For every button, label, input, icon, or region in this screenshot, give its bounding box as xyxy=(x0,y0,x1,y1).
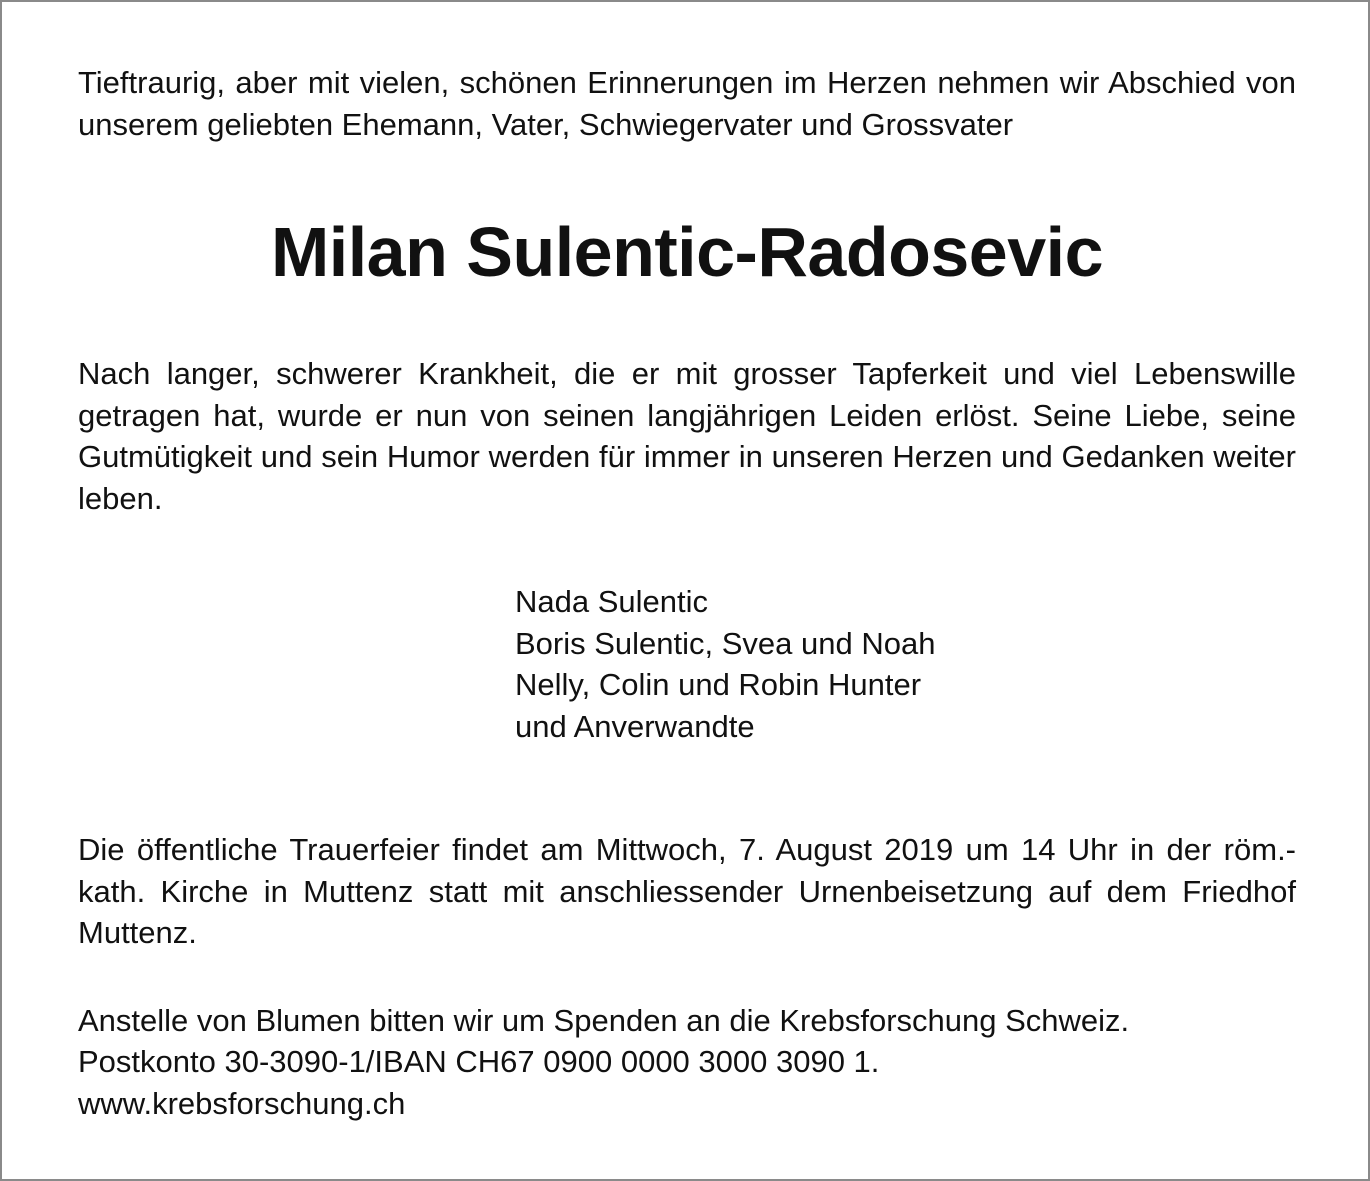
obituary-content xyxy=(78,62,1296,1124)
tribute-text: Nach langer, schwerer Krankheit, die er mit grosser Tapferkeit und viel Lebenswille getragen hat, wurde er nun von seinen langjährigen Leiden erlöst. Seine Liebe, seine Gutmütigkeit und sein Humor werden für immer in unseren Herzen und Gedanken weiter leben. xyxy=(78,356,1296,516)
donation-block xyxy=(78,1000,1296,1125)
intro-text: Tieftraurig, aber mit vielen, schönen Erinnerungen im Herzen nehmen wir Abschied von unserem geliebten Ehemann, Vater, Schwiegervater und Grossvater xyxy=(78,65,1296,142)
deceased-name: Milan Sulentic-Radosevic xyxy=(270,213,1104,291)
donation-account: Postkonto 30-3090-1/IBAN CH67 0900 0000 3000 3090 1. xyxy=(78,1044,880,1079)
signers-list xyxy=(515,581,1296,747)
donation-website-link[interactable]: www.krebsforschung.ch xyxy=(78,1085,406,1121)
signer-item: und Anverwandte xyxy=(515,708,755,744)
signer-item: Boris Sulentic, Svea und Noah xyxy=(515,625,936,661)
signer-item: Nada Sulentic xyxy=(515,584,709,619)
ceremony-text: Die öffentliche Trauerfeier findet am Mittwoch, 7. August 2019 um 14 Uhr in der röm.-kath. Kirche in Muttenz statt mit anschliessender Urnenbeisetzung auf dem Friedhof Muttenz. xyxy=(78,832,1296,950)
signer-item: Nelly, Colin und Robin Hunter xyxy=(515,667,922,702)
donation-request: Anstelle von Blumen bitten wir um Spenden an die Krebsforschung Schweiz. xyxy=(78,1002,1130,1038)
